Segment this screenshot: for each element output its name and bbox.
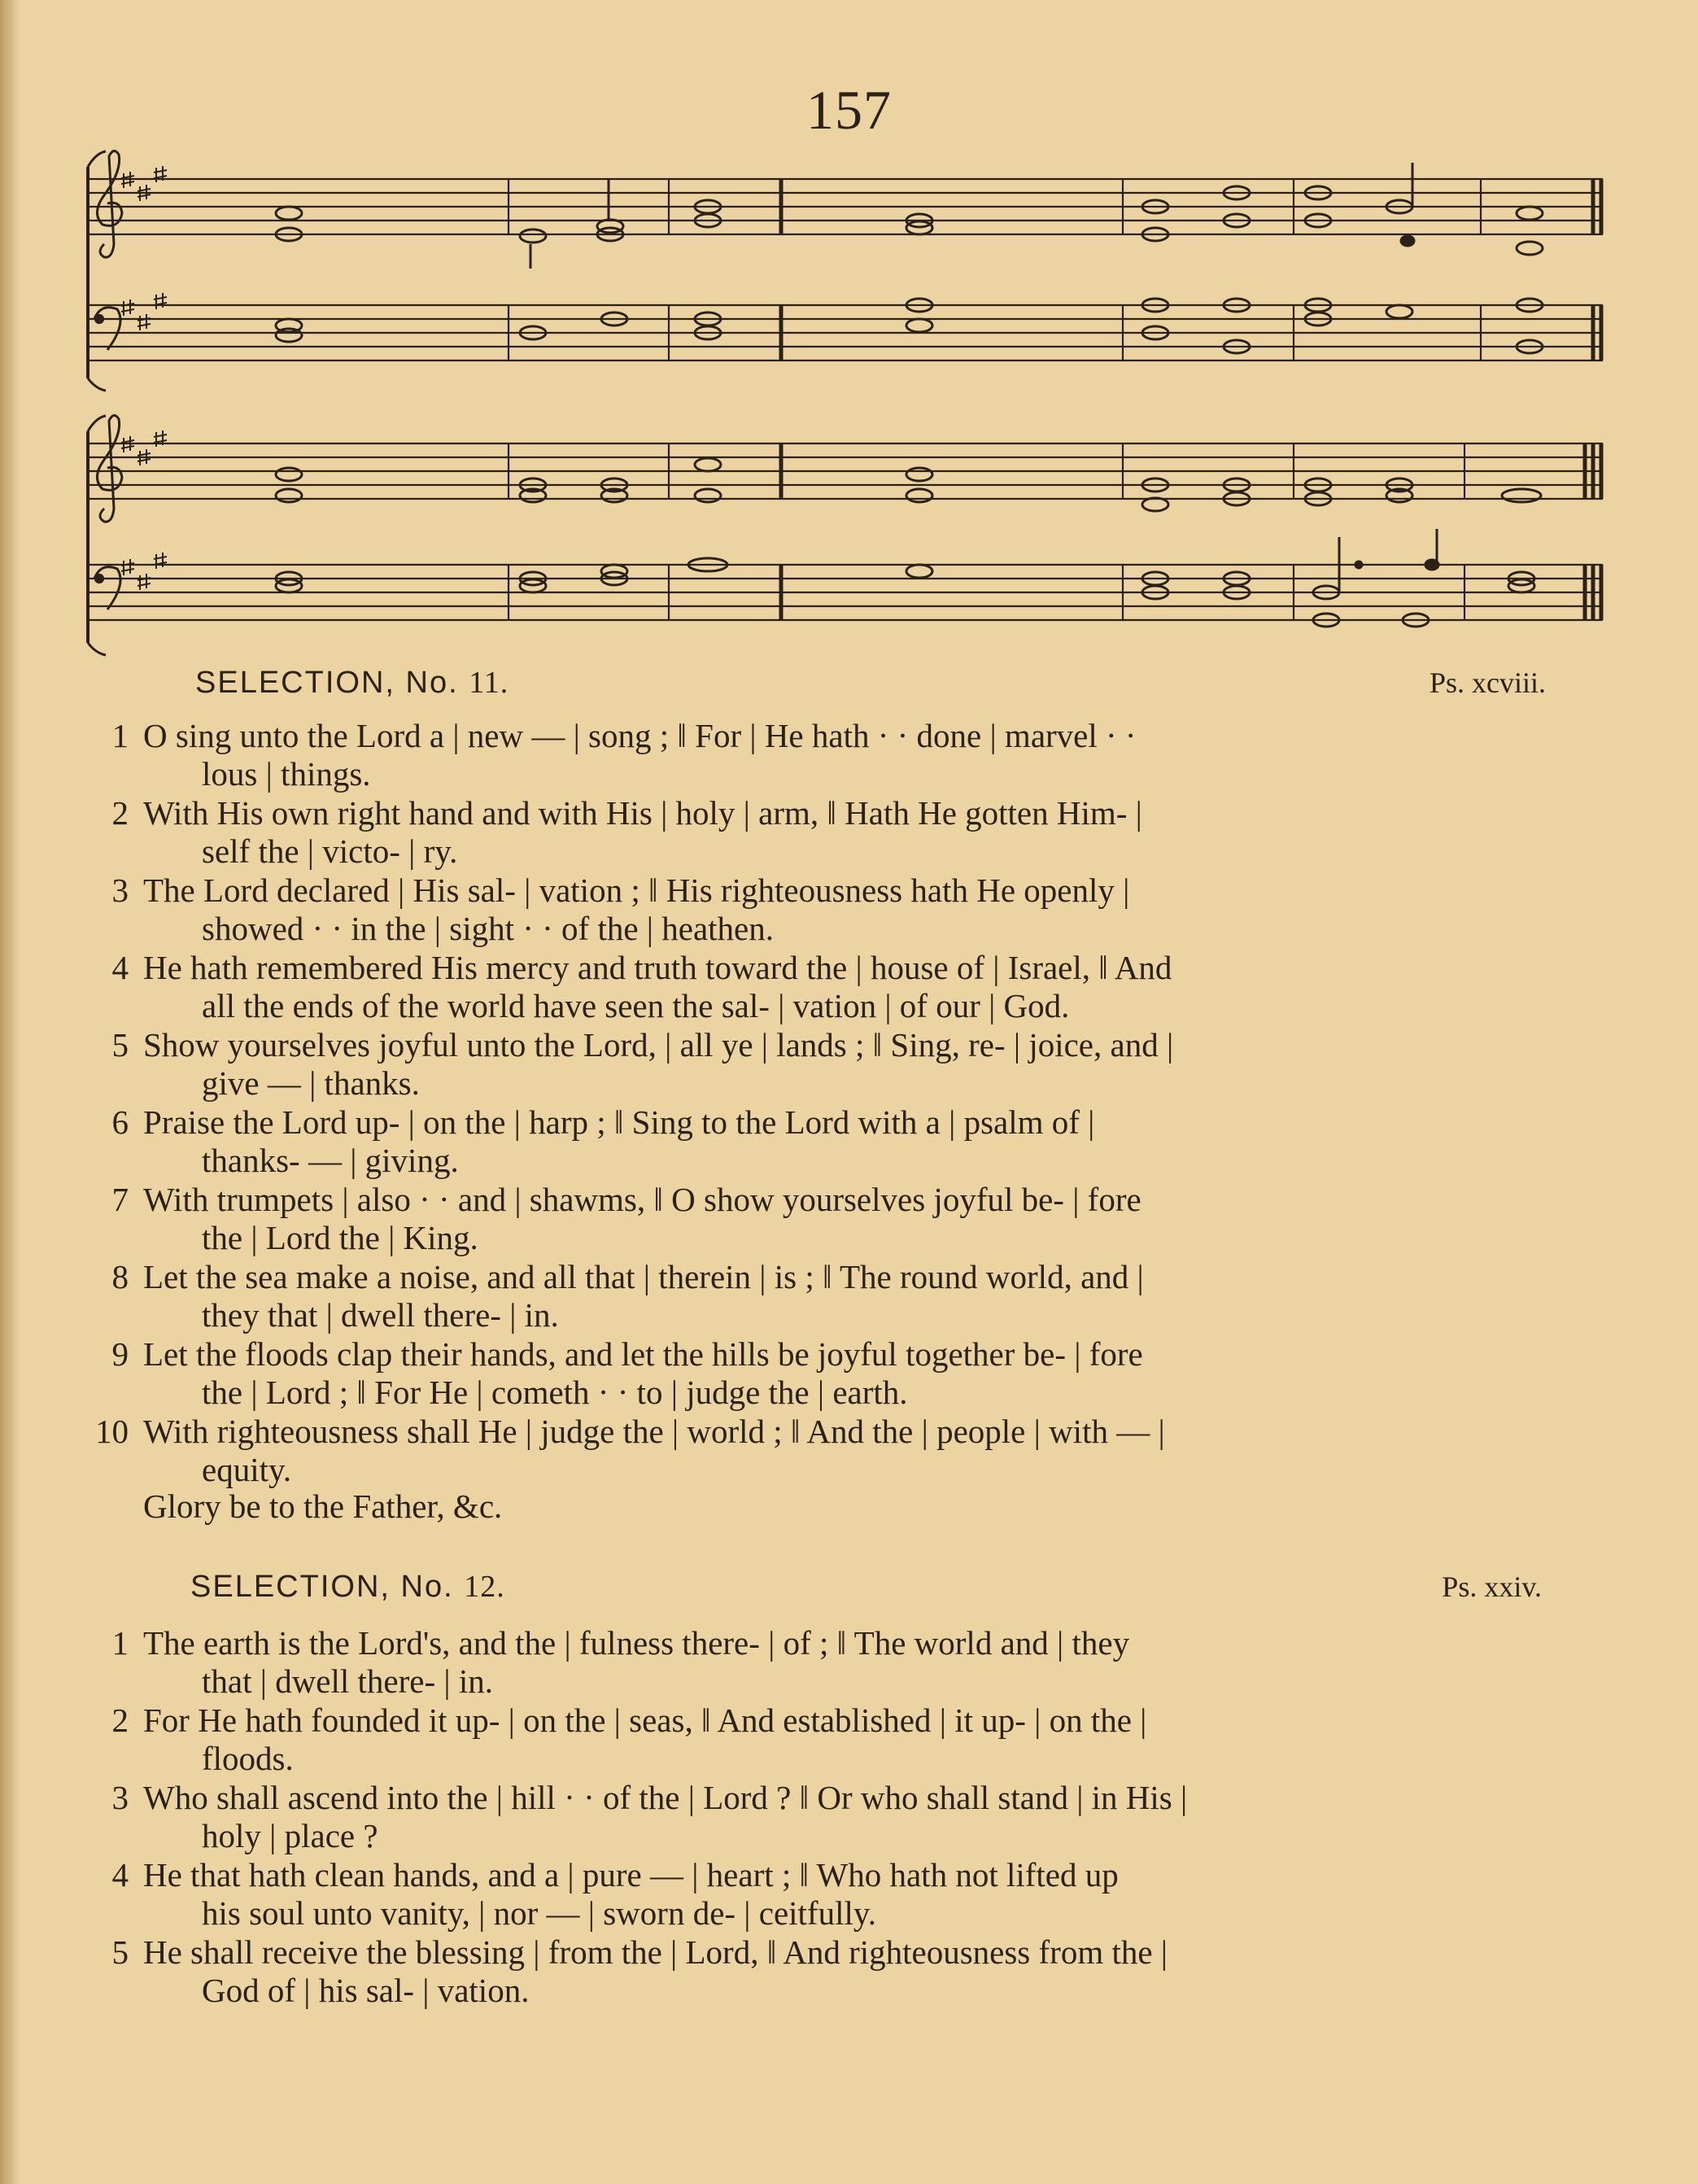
verse-line: Show yourselves joyful unto the Lord, | all ye | lands ; ‖ Sing, re- | joice, and | [143, 1026, 1174, 1064]
gloria-line: Glory be to the Father, &c. [143, 1487, 503, 1525]
verse-line: Let the floods clap their hands, and let the hills be joyful together be- | fore [143, 1335, 1143, 1373]
verse-number: 2 [111, 794, 129, 832]
section-number: 12. [464, 1570, 505, 1604]
verse-line: With trumpets | also · · and | shawms, ‖ O show yourselves joyful be- | fore [143, 1181, 1141, 1218]
system-bracket [88, 643, 106, 655]
verse-line: The earth is the Lord's, and the | fulness there- | of ; ‖ The world and | they [143, 1624, 1130, 1662]
verse-line: holy | place ? [202, 1817, 378, 1854]
verse-number: 4 [111, 1856, 129, 1894]
verse-number: 5 [111, 1026, 129, 1064]
verse-number: 3 [111, 871, 129, 909]
bass-clef [94, 567, 120, 609]
section-title: SELECTION, No. [190, 1570, 454, 1604]
verse-line: self the | victo- | ry. [202, 832, 458, 870]
bass-clef [94, 308, 120, 350]
verse-line: that | dwell there- | in. [202, 1662, 493, 1700]
verse-line: lous | things. [202, 755, 371, 793]
section-heading [190, 1569, 505, 1605]
verse-line: showed · · in the | sight · · of the | heathen. [202, 910, 774, 947]
verse-number: 7 [111, 1181, 129, 1218]
staff-bass-1 [88, 305, 1603, 360]
psalm-reference: Ps. xcviii. [1429, 666, 1546, 699]
verse-line: thanks- — | giving. [202, 1142, 459, 1179]
verse-line: O sing unto the Lord a | new — | song ; ‖ For | He hath · · done | marvel · · [143, 717, 1137, 754]
staff-treble-1 [88, 179, 1603, 234]
verse-line: For He hath founded it up- | on the | seas, ‖ And established | it up- | on the | [143, 1701, 1147, 1739]
verse-line: floods. [202, 1740, 294, 1777]
verse-line: his soul unto vanity, | nor — | sworn de- | ceitfully. [202, 1894, 876, 1932]
verse-line: He that hath clean hands, and a | pure — | heart ; ‖ Who hath not lifted up [143, 1856, 1119, 1894]
verse-number: 6 [111, 1103, 129, 1141]
verse-line: equity. [202, 1451, 292, 1488]
staff-treble-2 [88, 443, 1603, 499]
verse-line: He shall receive the blessing | from the | Lord, ‖ And righteousness from the | [143, 1933, 1168, 1971]
notes-1 [276, 163, 1543, 353]
staff-bass-2 [88, 565, 1603, 620]
chant-score [0, 0, 1698, 667]
section-heading [195, 665, 509, 701]
verse-number: 9 [111, 1335, 129, 1373]
verse-line: The Lord declared | His sal- | vation ; ‖ His righteousness hath He openly | [143, 871, 1130, 909]
treble-clef [97, 415, 122, 522]
verse-number: 4 [111, 949, 129, 986]
key-signature [121, 430, 167, 590]
verse-number: 2 [111, 1701, 129, 1739]
system-bracket [88, 416, 106, 431]
psalm-reference: Ps. xxiv. [1442, 1570, 1542, 1603]
verse-number: 10 [95, 1413, 129, 1450]
verse-line: Let the sea make a noise, and all that | therein | is ; ‖ The round world, and | [143, 1258, 1144, 1295]
verse-number: 1 [111, 717, 129, 754]
verse-number: 5 [111, 1933, 129, 1971]
verse-line: Who shall ascend into the | hill · · of the | Lord ? ‖ Or who shall stand | in His | [143, 1779, 1188, 1816]
verse-number: 3 [111, 1779, 129, 1816]
section-number: 11. [469, 666, 509, 700]
notes-2 [276, 458, 1541, 627]
verse-line: With righteousness shall He | judge the | world ; ‖ And the | people | with — | [143, 1413, 1165, 1450]
system-bracket [88, 151, 106, 167]
verse-line: they that | dwell there- | in. [202, 1296, 559, 1334]
page-number: 157 [806, 79, 892, 141]
verse-line: give — | thanks. [202, 1064, 420, 1102]
verse-line: the | Lord ; ‖ For He | cometh · · to | judge the | earth. [202, 1374, 908, 1411]
verse-line: the | Lord the | King. [202, 1219, 478, 1256]
verse-line: all the ends of the world have seen the sal- | vation | of our | God. [202, 987, 1070, 1024]
verse-line: With His own right hand and with His | holy | arm, ‖ Hath He gotten Him- | [143, 794, 1142, 832]
section-title: SELECTION, No. [195, 666, 459, 700]
treble-clef [97, 151, 122, 257]
system-bracket [88, 378, 106, 391]
verse-line: He hath remembered His mercy and truth toward the | house of | Israel, ‖ And [143, 949, 1172, 986]
verse-number: 8 [111, 1258, 129, 1295]
verse-line: Praise the Lord up- | on the | harp ; ‖ Sing to the Lord with a | psalm of | [143, 1103, 1095, 1141]
verse-line: God of | his sal- | vation. [202, 1972, 530, 2009]
verse-number: 1 [111, 1624, 129, 1662]
